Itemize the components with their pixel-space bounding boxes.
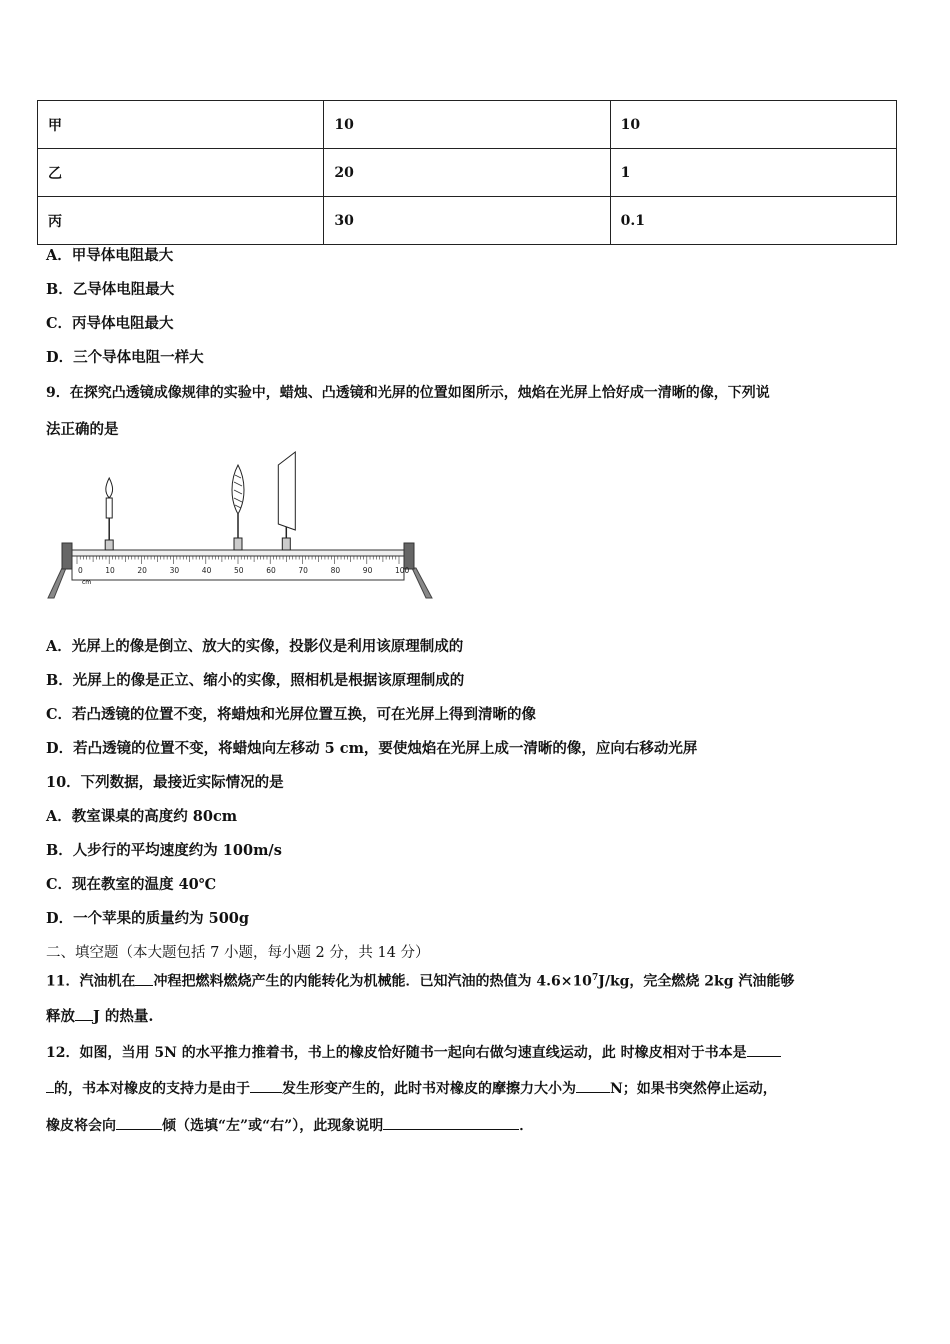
q12-l3a: 橡皮将会向: [46, 1118, 116, 1134]
screen-holder: [282, 538, 290, 550]
q12-blank3[interactable]: [576, 1078, 610, 1093]
table-row: [38, 101, 897, 149]
table-cell: 乙: [38, 149, 324, 197]
q10-option-d: D．一个苹果的质量约为 500g: [46, 910, 250, 927]
q11-line2b: J 的热量.: [93, 1008, 154, 1025]
q12-line2: [46, 1078, 777, 1099]
q11-exponent: 7: [591, 973, 599, 983]
q11-line1: [46, 968, 794, 992]
right-leg: [412, 568, 432, 598]
q11-blank1[interactable]: [135, 971, 153, 986]
q12-l3c: ．: [519, 1118, 534, 1134]
q12-blank1a[interactable]: [747, 1042, 781, 1057]
q10-option-c: C．现在教室的温度 40℃: [46, 876, 217, 893]
q12-l2b: 发生形变产生的，此时书对橡皮的摩擦力大小为: [282, 1081, 576, 1097]
ruler-tick-label: 40: [201, 566, 212, 575]
resistance-table: [37, 100, 897, 245]
q10-option-b: B．人步行的平均速度约为 100m/s: [46, 842, 282, 859]
q12-l1: 12．如图，当用 5N 的水平推力推着书，书上的橡皮恰好随书一起向右做匀速直线运动，此 时橡皮相对于书本是: [46, 1045, 747, 1061]
screen-panel: [278, 452, 295, 530]
ruler-tick-label: 50: [234, 566, 244, 575]
left-leg: [48, 568, 66, 598]
table-row: [38, 197, 897, 245]
q9-option-a: A．光屏上的像是倒立、放大的实像，投影仪是利用该原理制成的: [46, 638, 464, 655]
q8-option-d: D．三个导体电阻一样大: [46, 349, 204, 366]
ruler-tick-label: 80: [330, 566, 341, 575]
ruler-unit: cm: [82, 579, 92, 586]
optical-bench-figure: [44, 448, 438, 603]
q11-line2a: 释放: [46, 1008, 75, 1025]
candle-holder: [105, 540, 113, 550]
candle-body: [106, 498, 112, 518]
q9-option-c: C．若凸透镜的位置不变，将蜡烛和光屏位置互换，可在光屏上得到清晰的像: [46, 706, 537, 723]
ruler-tick-label: 60: [266, 566, 276, 575]
q12-line1: [46, 1042, 781, 1063]
q12-line3: [46, 1115, 533, 1136]
q11-part3: J/kg，完全燃烧 2kg 汽油能够: [598, 973, 795, 990]
table-cell: 1: [610, 149, 896, 197]
left-end-block: [62, 543, 72, 569]
table-cell: 30: [324, 197, 610, 245]
flame-icon: [106, 478, 113, 498]
q9-stem-line1: 9．在探究凸透镜成像规律的实验中，蜡烛、凸透镜和光屏的位置如图所示，烛焰在光屏上恰好成一清晰的像，下列说: [46, 385, 770, 401]
ruler-tick-label: 0: [78, 566, 83, 575]
q11-line2: [46, 1006, 153, 1027]
q11-blank2[interactable]: [75, 1006, 93, 1021]
rail-top: [72, 550, 404, 556]
q8-option-c: C．丙导体电阻最大: [46, 315, 174, 332]
ruler-tick-label: 10: [105, 566, 115, 575]
q11-part2: 冲程把燃料燃烧产生的内能转化为机械能．已知汽油的热值为 4.6×10: [153, 973, 592, 990]
table-cell: 甲: [38, 101, 324, 149]
ruler-tick-label: 20: [137, 566, 147, 575]
table-cell: 0.1: [610, 197, 896, 245]
ruler-tick-label: 30: [169, 566, 180, 575]
q9-stem-line2: 法正确的是: [46, 421, 119, 438]
table-cell: 10: [610, 101, 896, 149]
light-screen: [278, 452, 295, 550]
lens-holder: [234, 538, 242, 550]
candle: [105, 478, 113, 550]
table-cell: 丙: [38, 197, 324, 245]
section-heading: 二、填空题（本大题包括 7 小题，每小题 2 分，共 14 分）: [46, 945, 430, 961]
q9-option-d: D．若凸透镜的位置不变，将蜡烛向左移动 5 cm，要使烛焰在光屏上成一清晰的像，应向右移动光屏: [46, 740, 698, 757]
q12-blank2[interactable]: [250, 1078, 282, 1093]
q8-option-a: A．甲导体电阻最大: [46, 247, 174, 264]
q8-option-b: B．乙导体电阻最大: [46, 281, 175, 298]
q9-option-b: B．光屏上的像是正立、缩小的实像，照相机是根据该原理制成的: [46, 672, 465, 689]
q12-blank4[interactable]: [116, 1115, 162, 1130]
q12-blank5[interactable]: [383, 1115, 519, 1130]
ruler-tick-label: 70: [298, 566, 308, 575]
ruler-tick-label: 100: [395, 566, 410, 575]
q10-stem: 10．下列数据，最接近实际情况的是: [46, 774, 284, 791]
q12-blank1b[interactable]: [46, 1078, 54, 1093]
q11-part1: 11．汽油机在: [46, 973, 136, 990]
q12-l3b: 倾（选填“左”或“右”），此现象说明: [162, 1118, 384, 1134]
q12-l2a: 的，书本对橡皮的支持力是由于: [54, 1081, 250, 1097]
ruler-tick-label: 90: [362, 566, 373, 575]
q12-l2c: N；如果书突然停止运动，: [610, 1081, 777, 1097]
table-row: [38, 149, 897, 197]
table-cell: 10: [324, 101, 610, 149]
convex-lens: [232, 465, 244, 550]
q10-option-a: A．教室课桌的高度约 80cm: [46, 808, 238, 825]
table-cell: 20: [324, 149, 610, 197]
